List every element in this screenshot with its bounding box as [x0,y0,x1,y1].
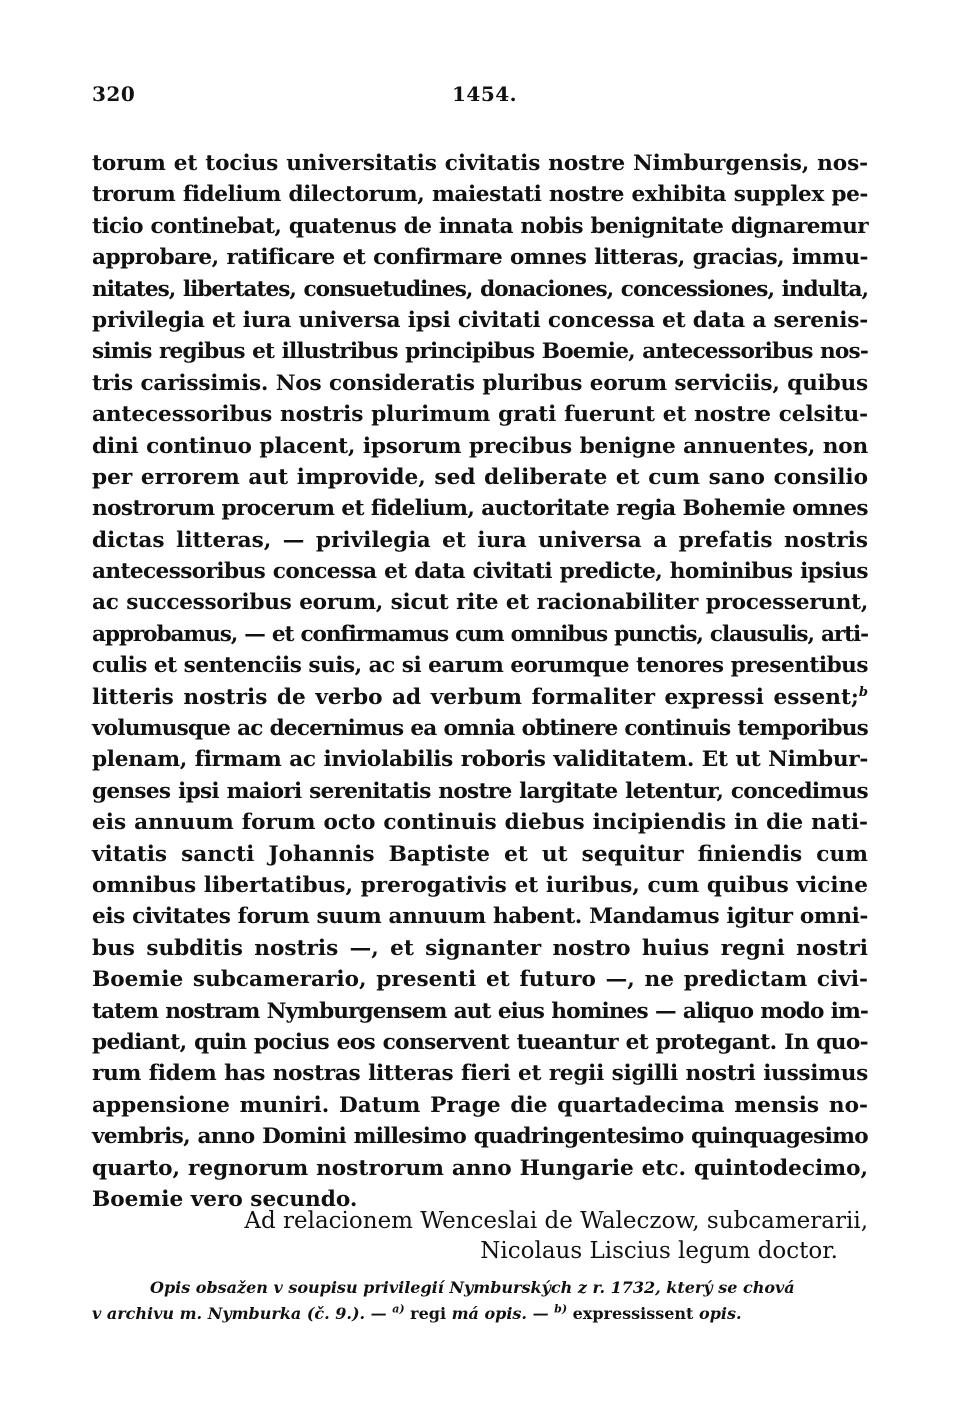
text-line: vembris, anno Domini millesimo quadringentesimo quinquagesimo [92,1124,868,1150]
page-header [92,82,868,112]
signature-relation: Ad relacionem Wenceslai de Waleczow, subcamerarii, [244,1208,868,1234]
text-line: simis regibus et illustribus principibus Boemie, antecessoribus nos- [92,339,868,365]
footnote-line-source: Opis obsažen v soupisu privilegií Nymburských z r. 1732, který se chová [150,1278,795,1297]
text-line-with-footnote [92,682,868,713]
footnote-line-variants [92,1301,868,1327]
footnote-marker-b-ref: b) [554,1302,568,1316]
text-line: antecessoribus nostris plurimum grati fuerunt et nostre celsitu- [92,402,868,428]
text-line: volumusque ac decernimus ea omnia obtinere continuis temporibus [92,716,868,742]
text-line: approbamus, — et confirmamus cum omnibus punctis, clausulis, arti- [92,621,868,647]
page-number: 320 [92,82,136,106]
charter-text [92,148,868,1215]
text-line: vitatis sancti Johannis Baptiste et ut sequitur finiendis cum [92,841,868,867]
text-line: pediant, quin pocius eos conservent tueantur et protegant. In quo- [92,1029,868,1055]
text-line: ac successoribus eorum, sicut rite et racionabiliter processerunt, [92,590,868,616]
footnote-block [92,1275,868,1327]
text-line: nostrorum procerum et fidelium, auctoritate regia Bohemie omnes [92,496,868,522]
text-line: rum fidem has nostras litteras fieri et regii sigilli nostri iussimus [92,1061,868,1087]
signature-notary: Nicolaus Liscius legum doctor. [480,1238,838,1264]
text-line: approbare, ratificare et confirmare omnes litteras, gracias, immu- [92,245,868,271]
text-line: genses ipsi maiori serenitatis nostre largitate letentur, concedimus [92,778,868,804]
text-line: antecessoribus concessa et data civitati predicte, hominibus ipsius [92,559,868,585]
text-line: omnibus libertatibus, prerogativis et iuribus, cum quibus vicine [92,872,868,898]
text-line: culis et sentenciis suis, ac si earum eorumque tenores presentibus [92,653,869,679]
text-line: tatem nostram Nymburgensem aut eius homines — aliquo modo im- [92,998,868,1024]
text-line-final: Boemie vero secundo. [92,1186,358,1212]
footnote-variant-b: expressissent [567,1304,700,1323]
text-line: plenam, firmam ac inviolabilis roboris validitatem. Et ut Nimbur- [92,747,868,773]
text-line: per errorem aut improvide, sed deliberate et cum sano consilio [92,464,868,490]
text-line: appensione muniri. Datum Prage die quartadecima mensis no- [92,1092,868,1118]
text-line: bus subditis nostris —, et signanter nostro huius regni nostri [92,935,868,961]
footnote-note-b: opis. [699,1304,742,1323]
text-line: ticio continebat, quatenus de innata nobis benignitate dignaremur [92,213,868,239]
header-year: 1454. [452,82,518,106]
footnote-variant-a: regi [404,1304,452,1323]
text-line-content: litteris nostris de verbo ad verbum formaliter expressi essent; [92,684,859,710]
text-line: nitates, libertates, consuetudines, donaciones, concessiones, indulta, [92,276,868,302]
text-line: dini continuo placent, ipsorum precibus benigne annuentes, non [92,433,868,459]
text-line: eis civitates forum suum annuum habent. Mandamus igitur omni- [92,904,868,930]
text-line: dictas litteras, — privilegia et iura universa a prefatis nostris [92,527,868,553]
text-line: privilegia et iura universa ipsi civitati concessa et data a serenis- [92,307,868,333]
text-line: quarto, regnorum nostrorum anno Hungarie etc. quintodecimo, [92,1155,868,1181]
footnote-marker-a: a) [392,1302,405,1316]
footnote-archive-ref: v archivu m. Nymburka (č. 9.). — [92,1304,393,1323]
text-line: eis annuum forum octo continuis diebus incipiendis in die nati- [92,810,868,836]
text-line: torum et tocius universitatis civitatis nostre Nimburgensis, nos- [92,151,868,176]
text-line: tris carissimis. Nos consideratis pluribus eorum serviciis, quibus [92,370,868,396]
footnote-note-a: má opis. — [451,1304,555,1323]
footnote-marker-b: b [858,684,868,700]
text-line: trorum fidelium dilectorum, maiestati nostre exhibita supplex pe- [92,182,868,208]
text-line: Boemie subcamerario, presenti et futuro —, ne predictam civi- [92,967,868,993]
